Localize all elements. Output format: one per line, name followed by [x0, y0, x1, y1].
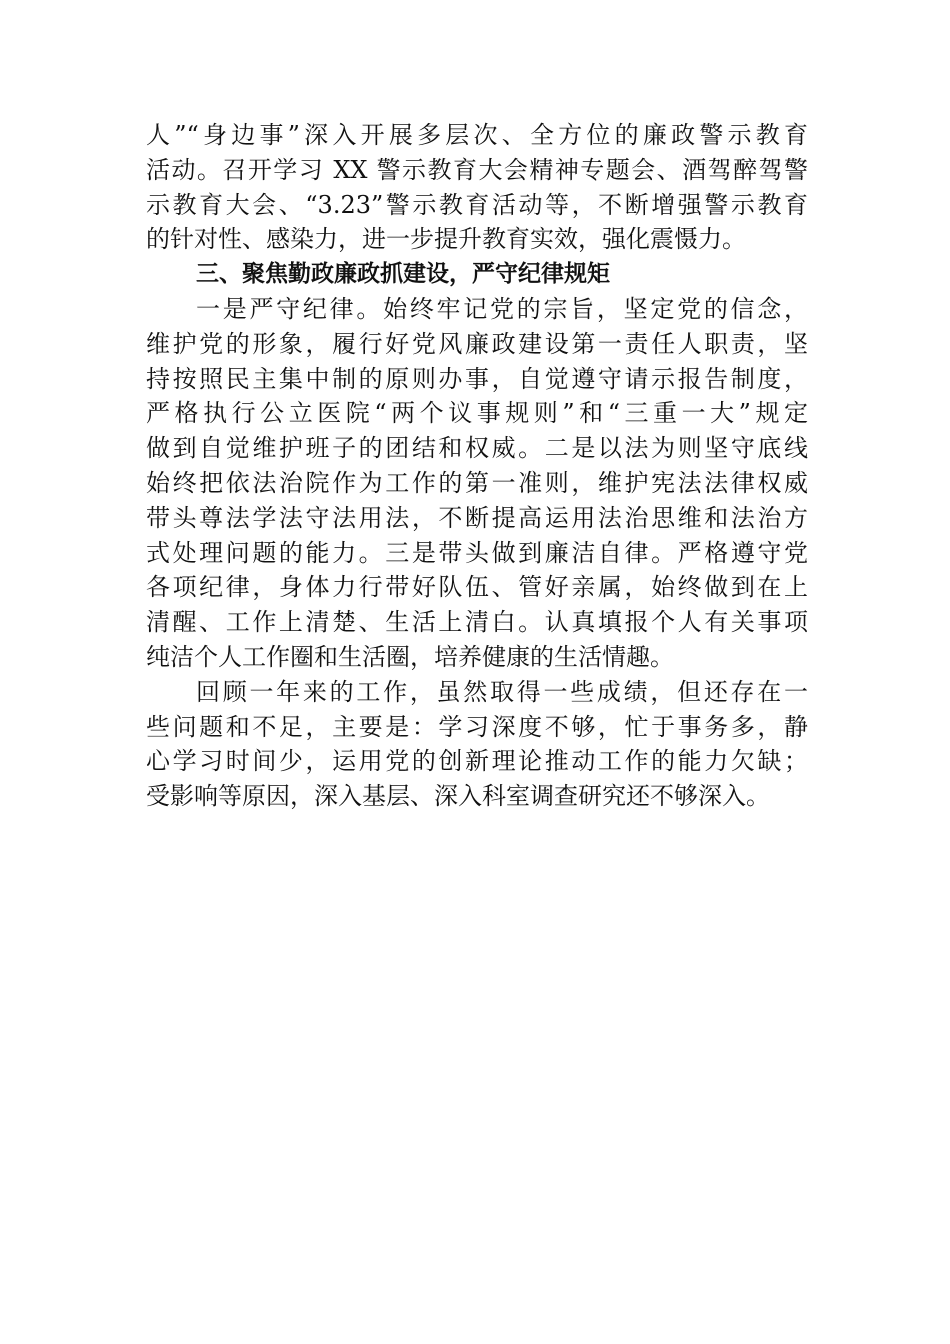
paragraph-line: 持按照民主集中制的原则办事，自觉遵守请示报告制度，	[146, 364, 808, 393]
paragraph-line: 人”“身边事”深入开展多层次、全方位的廉政警示教育	[146, 121, 808, 149]
paragraph-line: 式处理问题的能力。三是带头做到廉洁自律。严格遵守党	[146, 538, 808, 567]
document-body	[146, 118, 808, 814]
section-heading: 三、聚焦勤政廉政抓建设，严守纪律规矩	[196, 261, 610, 288]
paragraph-line: 始终把依法治院作为工作的第一准则，维护宪法法律权威	[146, 468, 808, 497]
paragraph-line: 各项纪律，身体力行带好队伍、管好亲属，始终做到在上	[146, 573, 808, 602]
paragraph-line: 严格执行公立医院“两个议事规则”和“三重一大”规定	[146, 399, 808, 428]
paragraph-line: 做到自觉维护班子的团结和权威。二是以法为则坚守底线	[146, 434, 808, 463]
paragraph-line: 回顾一年来的工作，虽然取得一些成绩，但还存在一	[196, 677, 808, 706]
paragraph-line: 清醒、工作上清楚、生活上清白。认真填报个人有关事项	[146, 608, 808, 637]
paragraph-line: 带头尊法学法守法用法，不断提高运用法治思维和法治方	[146, 503, 808, 532]
paragraph-line: 活动。召开学习 XX 警示教育大会精神专题会、酒驾醉驾警	[146, 155, 808, 184]
paragraph-line: 维护党的形象，履行好党风廉政建设第一责任人职责，坚	[146, 329, 808, 358]
paragraph-line: 示教育大会、“3.23”警示教育活动等，不断增强警示教育	[146, 190, 808, 219]
paragraph-line: 些问题和不足，主要是：学习深度不够，忙于事务多，静	[146, 712, 808, 741]
paragraph-line: 心学习时间少，运用党的创新理论推动工作的能力欠缺；	[146, 747, 808, 776]
paragraph-line: 受影响等原因，深入基层、深入科室调查研究还不够深入。	[146, 782, 770, 811]
paragraph-line: 的针对性、感染力，进一步提升教育实效，强化震慑力。	[146, 225, 746, 254]
paragraph-line: 一是严守纪律。始终牢记党的宗旨，坚定党的信念，	[196, 294, 808, 323]
paragraph-line: 纯洁个人工作圈和生活圈，培养健康的生活情趣。	[146, 642, 674, 671]
